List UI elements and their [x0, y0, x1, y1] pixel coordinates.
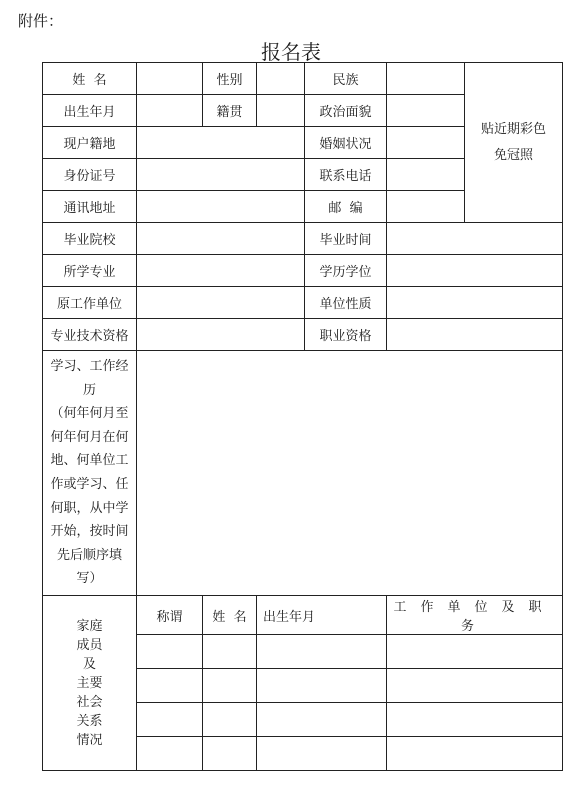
family-relation-cell[interactable]	[137, 635, 203, 669]
family-header-relation: 称谓	[137, 596, 203, 635]
family-relation-cell[interactable]	[137, 669, 203, 703]
family-name-cell[interactable]	[203, 737, 257, 771]
prof-qual-label: 专业技术资格	[43, 319, 137, 351]
attachment-label: 附件：	[18, 12, 64, 30]
voc-qual-label: 职业资格	[305, 319, 387, 351]
family-work-cell[interactable]	[387, 669, 563, 703]
grad-time-label: 毕业时间	[305, 223, 387, 255]
phone-value[interactable]	[387, 159, 465, 191]
grad-time-value[interactable]	[387, 223, 563, 255]
family-label-line: 关系	[76, 713, 103, 729]
experience-line: 历	[82, 382, 96, 398]
photo-line-1: 贴近期彩色	[480, 121, 546, 137]
experience-line: 作或学习、任	[50, 477, 129, 492]
family-name-cell[interactable]	[203, 669, 257, 703]
id-number-value[interactable]	[137, 159, 305, 191]
unit-nature-value[interactable]	[387, 287, 563, 319]
family-label-line: 及	[82, 656, 96, 672]
experience-line: 先后顺序填	[56, 547, 122, 563]
voc-qual-value[interactable]	[387, 319, 563, 351]
marital-value[interactable]	[387, 127, 465, 159]
family-header-work: 工作单位及职务	[387, 596, 563, 635]
postcode-label: 邮 编	[305, 191, 387, 223]
family-label	[43, 596, 137, 771]
family-label-line: 情况	[76, 732, 103, 748]
family-birth-cell[interactable]	[257, 635, 387, 669]
experience-label	[43, 351, 137, 596]
name-value[interactable]	[137, 63, 203, 95]
family-header-name: 姓 名	[203, 596, 257, 635]
ethnicity-value[interactable]	[387, 63, 465, 95]
family-name-cell[interactable]	[203, 635, 257, 669]
native-place-value[interactable]	[257, 95, 305, 127]
experience-line: 何职，从中学	[50, 500, 129, 516]
family-work-cell[interactable]	[387, 703, 563, 737]
experience-line: 开始，按时间	[50, 524, 129, 540]
degree-label: 学历学位	[305, 255, 387, 287]
family-relation-cell[interactable]	[137, 737, 203, 771]
school-label: 毕业院校	[43, 223, 137, 255]
marital-label: 婚姻状况	[305, 127, 387, 159]
postcode-value[interactable]	[387, 191, 465, 223]
experience-line: （何年何月至	[50, 406, 129, 422]
family-work-cell[interactable]	[387, 635, 563, 669]
family-header-birth: 出生年月	[257, 596, 387, 635]
political-label: 政治面貌	[305, 95, 387, 127]
family-name-cell[interactable]	[203, 703, 257, 737]
unit-nature-label: 单位性质	[305, 287, 387, 319]
family-birth-cell[interactable]	[257, 703, 387, 737]
address-label: 通讯地址	[43, 191, 137, 223]
orig-unit-value[interactable]	[137, 287, 305, 319]
household-value[interactable]	[137, 127, 305, 159]
photo-line-2: 免冠照	[493, 147, 533, 163]
school-value[interactable]	[137, 223, 305, 255]
family-birth-cell[interactable]	[257, 737, 387, 771]
photo-box	[465, 63, 563, 223]
orig-unit-label: 原工作单位	[43, 287, 137, 319]
experience-line: 何年何月在何	[50, 429, 129, 445]
experience-line: 学习、工作经	[50, 359, 129, 375]
gender-label: 性别	[203, 63, 257, 95]
family-birth-cell[interactable]	[257, 669, 387, 703]
form-title: 报名表	[261, 40, 321, 64]
household-label: 现户籍地	[43, 127, 137, 159]
political-value[interactable]	[387, 95, 465, 127]
major-value[interactable]	[137, 255, 305, 287]
name-label: 姓 名	[43, 63, 137, 95]
birth-value[interactable]	[137, 95, 203, 127]
native-place-label: 籍贯	[203, 95, 257, 127]
registration-form	[42, 62, 563, 771]
phone-label: 联系电话	[305, 159, 387, 191]
experience-line: 地、何单位工	[50, 453, 129, 469]
birth-label: 出生年月	[43, 95, 137, 127]
family-label-line: 主要	[76, 675, 103, 691]
gender-value[interactable]	[257, 63, 305, 95]
major-label: 所学专业	[43, 255, 137, 287]
family-label-line: 社会	[76, 694, 103, 710]
experience-line: 写）	[76, 571, 103, 587]
id-number-label: 身份证号	[43, 159, 137, 191]
address-value[interactable]	[137, 191, 305, 223]
degree-value[interactable]	[387, 255, 563, 287]
experience-value[interactable]	[137, 351, 563, 596]
ethnicity-label: 民族	[305, 63, 387, 95]
family-label-line: 家庭	[76, 618, 103, 634]
prof-qual-value[interactable]	[137, 319, 305, 351]
family-relation-cell[interactable]	[137, 703, 203, 737]
family-label-line: 成员	[76, 637, 103, 653]
family-work-cell[interactable]	[387, 737, 563, 771]
